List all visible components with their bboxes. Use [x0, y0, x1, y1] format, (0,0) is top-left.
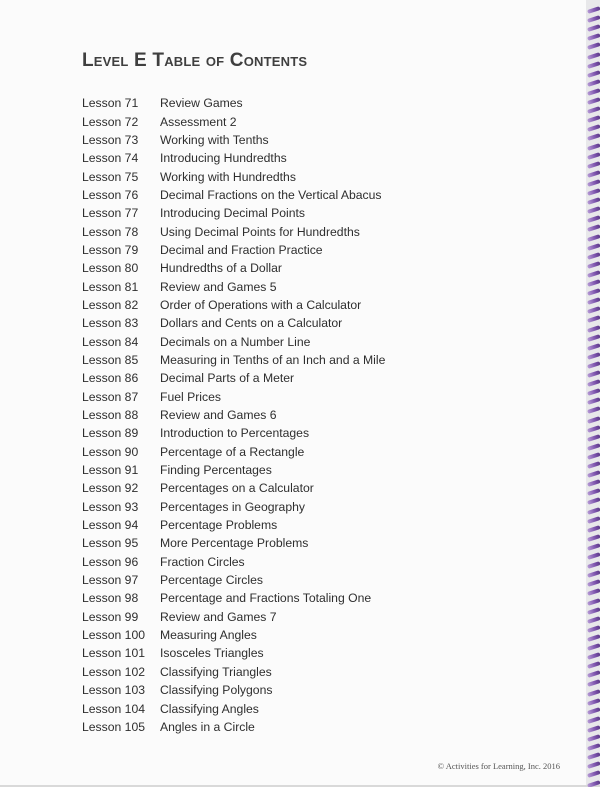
- spiral-coil: [587, 352, 600, 360]
- lesson-title: Introducing Decimal Points: [160, 206, 305, 221]
- toc-row: [82, 681, 385, 699]
- spiral-coil: [587, 561, 600, 569]
- spiral-coil: [587, 234, 600, 242]
- lesson-title: Decimal Parts of a Meter: [160, 371, 295, 386]
- spiral-coil: [587, 243, 600, 251]
- spiral-coil: [587, 488, 600, 496]
- lesson-number: Lesson 99: [82, 609, 139, 624]
- lesson-title: Classifying Triangles: [160, 664, 272, 679]
- lesson-title: Assessment 2: [160, 114, 237, 129]
- toc-row: [82, 131, 385, 149]
- spiral-coil: [587, 470, 600, 478]
- spiral-coil: [587, 770, 600, 778]
- spiral-coil: [587, 652, 600, 660]
- lesson-title: Fuel Prices: [160, 389, 221, 404]
- lesson-number: Lesson 78: [82, 224, 139, 239]
- spiral-coil: [587, 780, 600, 787]
- lesson-number: Lesson 97: [82, 573, 139, 588]
- lesson-title: Classifying Polygons: [160, 683, 273, 698]
- lesson-title: Percentage Circles: [160, 573, 263, 588]
- lesson-number: Lesson 75: [82, 169, 139, 184]
- spiral-coil: [587, 570, 600, 578]
- toc-row: [82, 479, 385, 497]
- toc-row: [82, 332, 385, 350]
- lesson-number: Lesson 101: [82, 646, 146, 661]
- spiral-coil: [587, 743, 600, 751]
- spiral-coil: [587, 434, 600, 442]
- spiral-coil: [587, 388, 600, 396]
- lesson-title: Dollars and Cents on a Calculator: [160, 316, 343, 331]
- spiral-coil: [587, 370, 600, 378]
- lesson-number: Lesson 89: [82, 426, 139, 441]
- lesson-title: Angles in a Circle: [160, 719, 255, 734]
- spiral-coil: [587, 334, 600, 342]
- lesson-number: Lesson 73: [82, 132, 139, 147]
- toc-row: [82, 388, 385, 406]
- lesson-number: Lesson 98: [82, 591, 139, 606]
- lesson-number: Lesson 71: [82, 96, 139, 111]
- lesson-number: Lesson 91: [82, 463, 139, 478]
- toc-row: [82, 424, 385, 442]
- toc-row: [82, 94, 385, 112]
- toc-row: [82, 663, 385, 681]
- spiral-coil: [587, 543, 600, 551]
- toc-row: [82, 351, 385, 369]
- lesson-number: Lesson 83: [82, 316, 139, 331]
- toc-row: [82, 608, 385, 626]
- lesson-number: Lesson 104: [82, 701, 146, 716]
- spiral-coil: [587, 170, 600, 178]
- lesson-title: Fraction Circles: [160, 554, 245, 569]
- lesson-title: Review and Games 5: [160, 279, 277, 294]
- spiral-coil: [587, 661, 600, 669]
- lesson-title: Decimal Fractions on the Vertical Abacus: [160, 187, 382, 202]
- lesson-title: Classifying Angles: [160, 701, 259, 716]
- spiral-coil: [587, 616, 600, 624]
- spiral-coil: [587, 598, 600, 606]
- spiral-coil: [587, 61, 600, 69]
- spiral-coil: [587, 634, 600, 642]
- spiral-coil: [587, 70, 600, 78]
- toc-row: [82, 571, 385, 589]
- lesson-number: Lesson 105: [82, 719, 146, 734]
- lesson-title: Percentage and Fractions Totaling One: [160, 591, 372, 606]
- lesson-title: Percentage of a Rectangle: [160, 444, 305, 459]
- spiral-coil: [587, 679, 600, 687]
- spiral-coil: [587, 625, 600, 633]
- lesson-title: Working with Hundredths: [160, 169, 296, 184]
- spiral-coil: [587, 270, 600, 278]
- spiral-coil: [587, 689, 600, 697]
- spiral-coil: [587, 152, 600, 160]
- toc-row: [82, 241, 385, 259]
- spiral-coil: [587, 552, 600, 560]
- spiral-coil: [587, 161, 600, 169]
- spiral-coil: [587, 406, 600, 414]
- lesson-number: Lesson 84: [82, 334, 139, 349]
- spiral-binding-icon: [586, 0, 600, 785]
- spiral-coil: [587, 97, 600, 105]
- spiral-coil: [587, 6, 600, 14]
- spiral-coil: [587, 133, 600, 141]
- lesson-title: Measuring Angles: [160, 628, 257, 643]
- spiral-coil: [587, 461, 600, 469]
- spiral-coil: [587, 24, 600, 32]
- spiral-coil: [587, 534, 600, 542]
- toc-row: [82, 167, 385, 185]
- spiral-coil: [587, 525, 600, 533]
- lesson-number: Lesson 95: [82, 536, 139, 551]
- spiral-coil: [587, 106, 600, 114]
- spiral-coil: [587, 443, 600, 451]
- toc-row: [82, 369, 385, 387]
- spiral-coil: [587, 670, 600, 678]
- lesson-number: Lesson 80: [82, 261, 139, 276]
- toc-row: [82, 296, 385, 314]
- spiral-coil: [587, 143, 600, 151]
- lesson-number: Lesson 90: [82, 444, 139, 459]
- lesson-number: Lesson 94: [82, 518, 139, 533]
- lesson-title: Measuring in Tenths of an Inch and a Mile: [160, 352, 386, 367]
- spiral-coil: [587, 588, 600, 596]
- lesson-title: Isosceles Triangles: [160, 646, 264, 661]
- toc-row: [82, 222, 385, 240]
- lesson-title: Decimals on a Number Line: [160, 334, 311, 349]
- page-title: Level E Table of Contents: [82, 50, 308, 71]
- toc-row: [82, 644, 385, 662]
- lesson-number: Lesson 88: [82, 408, 139, 423]
- spiral-coil: [587, 206, 600, 214]
- lesson-title: Using Decimal Points for Hundredths: [160, 224, 360, 239]
- lesson-title: Review and Games 6: [160, 408, 277, 423]
- spiral-coil: [587, 33, 600, 41]
- spiral-coil: [587, 252, 600, 260]
- spiral-coil: [587, 379, 600, 387]
- lesson-title: Percentages in Geography: [160, 499, 305, 514]
- lesson-title: Review and Games 7: [160, 609, 277, 624]
- lesson-number: Lesson 72: [82, 114, 139, 129]
- copyright-notice: © Activities for Learning, Inc. 2016: [437, 761, 560, 771]
- spiral-coil: [587, 734, 600, 742]
- lesson-title: Review Games: [160, 96, 243, 111]
- spiral-coil: [587, 115, 600, 123]
- spiral-coil: [587, 698, 600, 706]
- lesson-number: Lesson 102: [82, 664, 146, 679]
- spiral-coil: [587, 707, 600, 715]
- spiral-coil: [587, 197, 600, 205]
- spiral-coil: [587, 188, 600, 196]
- toc-row: [82, 149, 385, 167]
- spiral-coil: [587, 179, 600, 187]
- toc-row: [82, 443, 385, 461]
- spiral-coil: [587, 288, 600, 296]
- lesson-number: Lesson 74: [82, 151, 139, 166]
- spiral-coil: [587, 79, 600, 87]
- lesson-number: Lesson 103: [82, 683, 146, 698]
- spiral-coil: [587, 479, 600, 487]
- toc-row: [82, 259, 385, 277]
- lesson-title: Finding Percentages: [160, 463, 272, 478]
- lesson-number: Lesson 96: [82, 554, 139, 569]
- toc-row: [82, 406, 385, 424]
- spiral-coil: [587, 425, 600, 433]
- spiral-coil: [587, 643, 600, 651]
- spiral-coil: [587, 124, 600, 132]
- spiral-coil: [587, 361, 600, 369]
- table-of-contents: [82, 94, 385, 736]
- spiral-coil: [587, 761, 600, 769]
- spiral-coil: [587, 607, 600, 615]
- spiral-coil: [587, 725, 600, 733]
- spiral-coil: [587, 261, 600, 269]
- spiral-coil: [587, 416, 600, 424]
- toc-row: [82, 553, 385, 571]
- spiral-coil: [587, 315, 600, 323]
- spiral-coil: [587, 52, 600, 60]
- spiral-coil: [587, 716, 600, 724]
- lesson-number: Lesson 92: [82, 481, 139, 496]
- lesson-title: Hundredths of a Dollar: [160, 261, 282, 276]
- lesson-number: Lesson 81: [82, 279, 139, 294]
- spiral-coil: [587, 752, 600, 760]
- lesson-number: Lesson 85: [82, 352, 139, 367]
- spiral-coil: [587, 516, 600, 524]
- toc-row: [82, 516, 385, 534]
- lesson-title: Introduction to Percentages: [160, 426, 310, 441]
- lesson-number: Lesson 87: [82, 389, 139, 404]
- lesson-number: Lesson 77: [82, 206, 139, 221]
- lesson-number: Lesson 86: [82, 371, 139, 386]
- toc-row: [82, 626, 385, 644]
- toc-row: [82, 314, 385, 332]
- spiral-coil: [587, 507, 600, 515]
- spiral-coil: [587, 297, 600, 305]
- toc-row: [82, 699, 385, 717]
- lesson-number: Lesson 100: [82, 628, 146, 643]
- toc-row: [82, 112, 385, 130]
- lesson-number: Lesson 76: [82, 187, 139, 202]
- lesson-number: Lesson 79: [82, 242, 139, 257]
- lesson-title: Percentage Problems: [160, 518, 278, 533]
- lesson-title: Percentages on a Calculator: [160, 481, 314, 496]
- spiral-coil: [587, 497, 600, 505]
- spiral-coil: [587, 224, 600, 232]
- spiral-coil: [587, 215, 600, 223]
- lesson-number: Lesson 93: [82, 499, 139, 514]
- toc-row: [82, 204, 385, 222]
- lesson-title: Working with Tenths: [160, 132, 269, 147]
- toc-row: [82, 589, 385, 607]
- spiral-coil: [587, 42, 600, 50]
- toc-row: [82, 277, 385, 295]
- spiral-coil: [587, 397, 600, 405]
- spiral-coil: [587, 88, 600, 96]
- lesson-number: Lesson 82: [82, 297, 139, 312]
- toc-row: [82, 186, 385, 204]
- toc-row: [82, 461, 385, 479]
- toc-row: [82, 534, 385, 552]
- toc-row: [82, 718, 385, 736]
- spiral-coil: [587, 306, 600, 314]
- spiral-coil: [587, 325, 600, 333]
- spiral-coil: [587, 343, 600, 351]
- spiral-coil: [587, 452, 600, 460]
- toc-row: [82, 498, 385, 516]
- lesson-title: More Percentage Problems: [160, 536, 309, 551]
- lesson-title: Introducing Hundredths: [160, 151, 287, 166]
- lesson-title: Order of Operations with a Calculator: [160, 297, 362, 312]
- spiral-coil: [587, 15, 600, 23]
- lesson-title: Decimal and Fraction Practice: [160, 242, 323, 257]
- spiral-coil: [587, 279, 600, 287]
- spiral-coil: [587, 579, 600, 587]
